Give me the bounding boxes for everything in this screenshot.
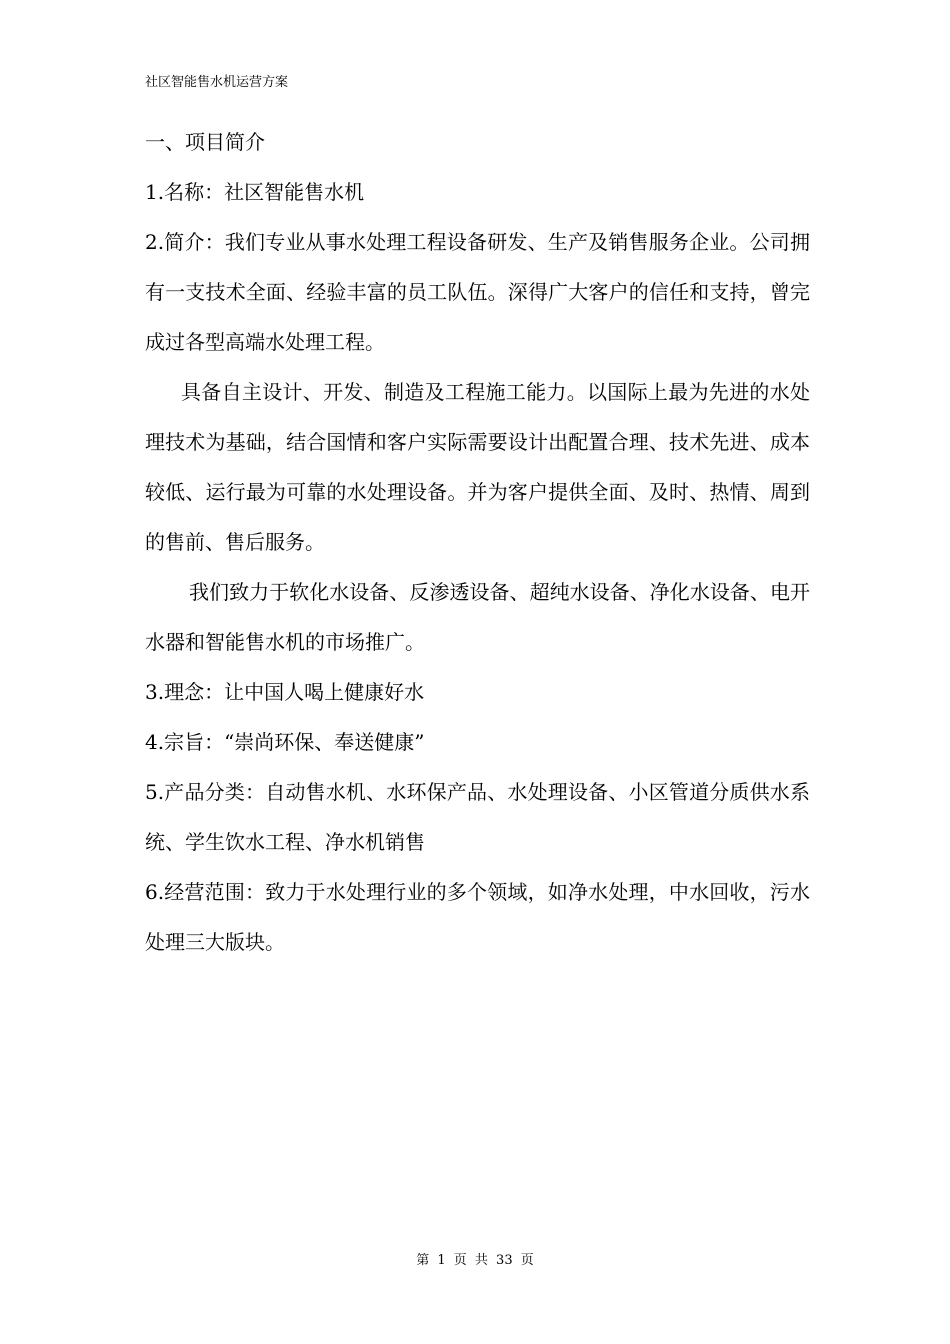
section-heading: 一、项目简介 <box>145 130 265 154</box>
item-concept: 3.理念：让中国人喝上健康好水 <box>145 680 425 704</box>
document-body <box>145 117 810 967</box>
page-number-footer: 第 1 页 共 33 页 <box>416 1253 534 1268</box>
item-name: 1.名称：社区智能售水机 <box>145 180 365 204</box>
running-header: 社区智能售水机运营方案 <box>145 75 289 90</box>
paragraph-capability: 具备自主设计、开发、制造及工程施工能力。以国际上最为先进的水处理技术为基础，结合国情和客户实际需要设计出配置合理、技术先进、成本较低、运行最为可靠的水处理设备。并为客户提供全面、及时、热情、周到的售前、售后服务。 <box>145 380 810 554</box>
paragraph-market: 我们致力于软化水设备、反渗透设备、超纯水设备、净化水设备、电开水器和智能售水机的市场推广。 <box>145 580 810 654</box>
item-intro: 2.简介：我们专业从事水处理工程设备研发、生产及销售服务企业。公司拥有一支技术全面、经验丰富的员工队伍。深得广大客户的信任和支持，曾完成过各型高端水处理工程。 <box>145 230 810 354</box>
item-scope: 6.经营范围：致力于水处理行业的多个领域，如净水处理，中水回收，污水处理三大版块。 <box>145 880 810 954</box>
item-purpose: 4.宗旨：“崇尚环保、奉送健康” <box>145 730 425 754</box>
item-products: 5.产品分类：自动售水机、水环保产品、水处理设备、小区管道分质供水系统、学生饮水工程、净水机销售 <box>145 780 810 854</box>
